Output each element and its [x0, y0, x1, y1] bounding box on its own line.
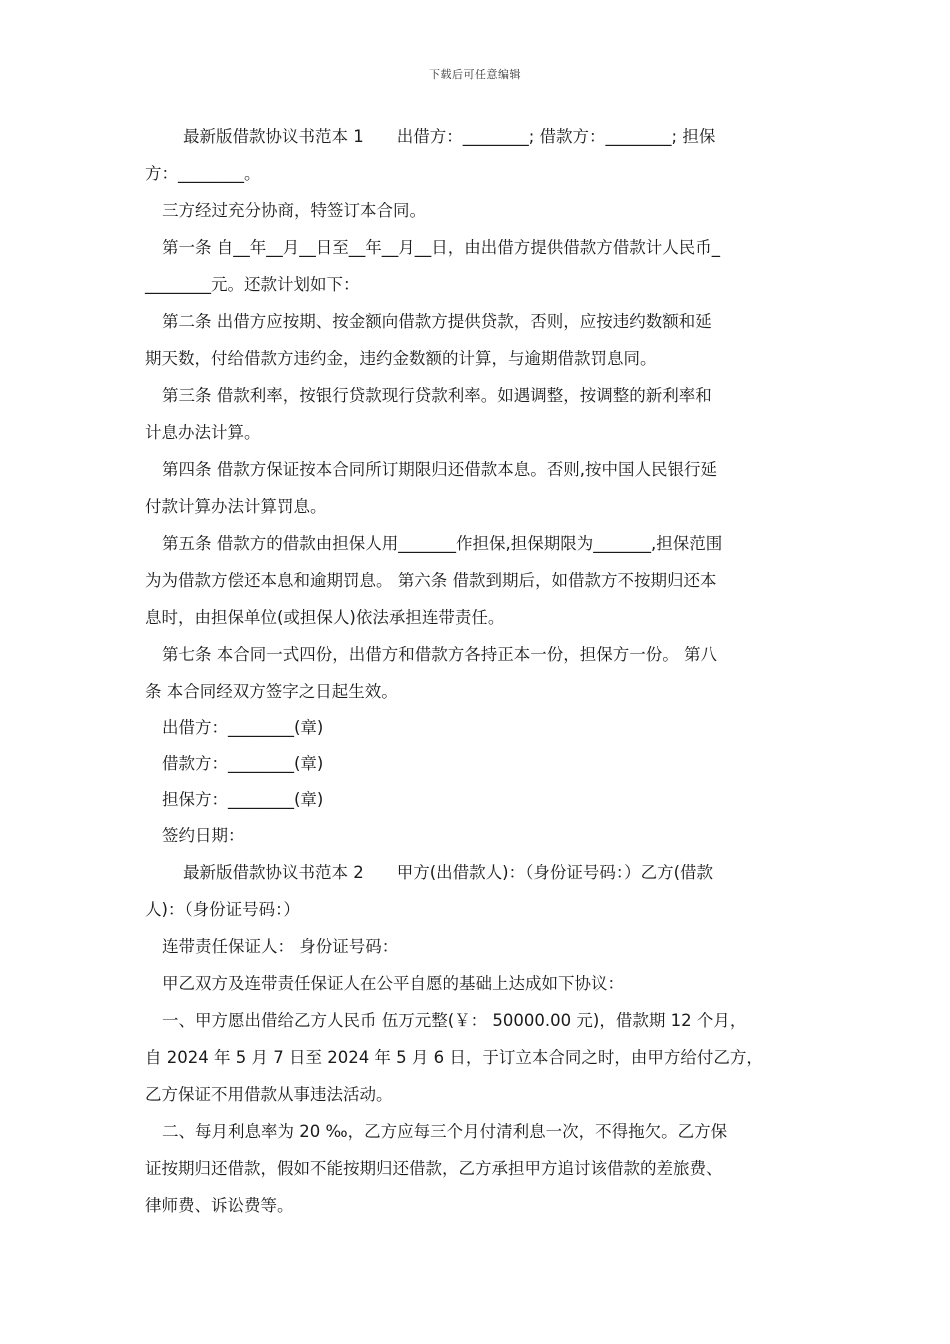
- header-note: 下载后可任意编辑: [429, 68, 521, 81]
- paragraph-line: 二、每月利息率为 20 ‰，乙方应每三个月付清利息一次，不得拖欠。乙方保: [162, 1122, 728, 1141]
- article-5-6: [145, 525, 810, 636]
- paragraph-line: 三方经过充分协商，特签订本合同。: [162, 201, 426, 220]
- guarantor-id: [145, 928, 810, 965]
- template-2-heading: [145, 854, 810, 928]
- paragraph-line: 律师费、诉讼费等。: [145, 1196, 294, 1215]
- paragraph-line: 第一条 自__年__月__日至__年__月__日，由出借方提供借款方借款计人民币_: [162, 238, 720, 257]
- paragraph-line: 签约日期：: [162, 826, 245, 845]
- signature-guarantor: [145, 782, 810, 818]
- paragraph-line: 出借方：________(章): [162, 718, 324, 737]
- paragraph-line: 息时，由担保单位(或担保人)依法承担连带责任。: [145, 608, 505, 627]
- paragraph-line: 为为借款方偿还本息和逾期罚息。 第六条 借款到期后，如借款方不按期归还本: [145, 571, 717, 590]
- paragraph-line: 第三条 借款利率，按银行贷款现行贷款利率。如遇调整，按调整的新利率和: [162, 386, 712, 405]
- paragraph-line: 一、甲方愿出借给乙方人民币 伍万元整(￥： 50000.00 元)，借款期 12 个月，: [162, 1011, 747, 1030]
- paragraph-line: 第二条 出借方应按期、按金额向借款方提供贷款，否则，应按违约数额和延: [162, 312, 712, 331]
- paragraph-line: 借款方：________(章): [162, 754, 324, 773]
- paragraph-line: 第五条 借款方的借款由担保人用_______作担保,担保期限为_______,担保范围: [162, 534, 723, 553]
- paragraph-line: 期天数，付给借款方违约金，违约金数额的计算，与逾期借款罚息同。: [145, 349, 657, 368]
- article-7-8: [145, 636, 810, 710]
- signing-date: [145, 818, 810, 854]
- article-2: [145, 303, 810, 377]
- paragraph-line: 最新版借款协议书范本 1 出借方：________; 借款方：________; 担保: [183, 127, 716, 146]
- document-body: [145, 118, 810, 1224]
- paragraph-line: 付款计算办法计算罚息。: [145, 497, 327, 516]
- paragraph-line: 方：________。: [145, 164, 261, 183]
- agreement-intro: [145, 965, 810, 1002]
- paragraph-1: [145, 118, 810, 192]
- paragraph-line: 人)：（身份证号码：）: [145, 900, 300, 919]
- paragraph-line: 最新版借款协议书范本 2 甲方(出借款人)：（身份证号码：）乙方(借款: [183, 863, 714, 882]
- signature-lender: [145, 710, 810, 746]
- clause-1: [145, 1002, 810, 1113]
- paragraph-line: 乙方保证不用借款从事违法活动。: [145, 1085, 393, 1104]
- paragraph-line: ________元。还款计划如下：: [145, 275, 360, 294]
- paragraph-line: 自 2024 年 5 月 7 日至 2024 年 5 月 6 日，于订立本合同之时，由甲方给付乙方，: [145, 1048, 763, 1067]
- paragraph-line: 甲乙双方及连带责任保证人在公平自愿的基础上达成如下协议：: [162, 974, 624, 993]
- paragraph-line: 第四条 借款方保证按本合同所订期限归还借款本息。否则,按中国人民银行延: [162, 460, 717, 479]
- paragraph-line: 担保方：________(章): [162, 790, 324, 809]
- article-4: [145, 451, 810, 525]
- paragraph-2: [145, 192, 810, 229]
- paragraph-line: 第七条 本合同一式四份，出借方和借款方各持正本一份，担保方一份。 第八: [162, 645, 717, 664]
- paragraph-line: 证按期归还借款，假如不能按期归还借款，乙方承担甲方追讨该借款的差旅费、: [145, 1159, 723, 1178]
- paragraph-line: 条 本合同经双方签字之日起生效。: [145, 682, 398, 701]
- clause-2: [145, 1113, 810, 1224]
- article-3: [145, 377, 810, 451]
- signature-borrower: [145, 746, 810, 782]
- article-1: [145, 229, 810, 303]
- paragraph-line: 计息办法计算。: [145, 423, 261, 442]
- paragraph-line: 连带责任保证人： 身份证号码：: [162, 937, 399, 956]
